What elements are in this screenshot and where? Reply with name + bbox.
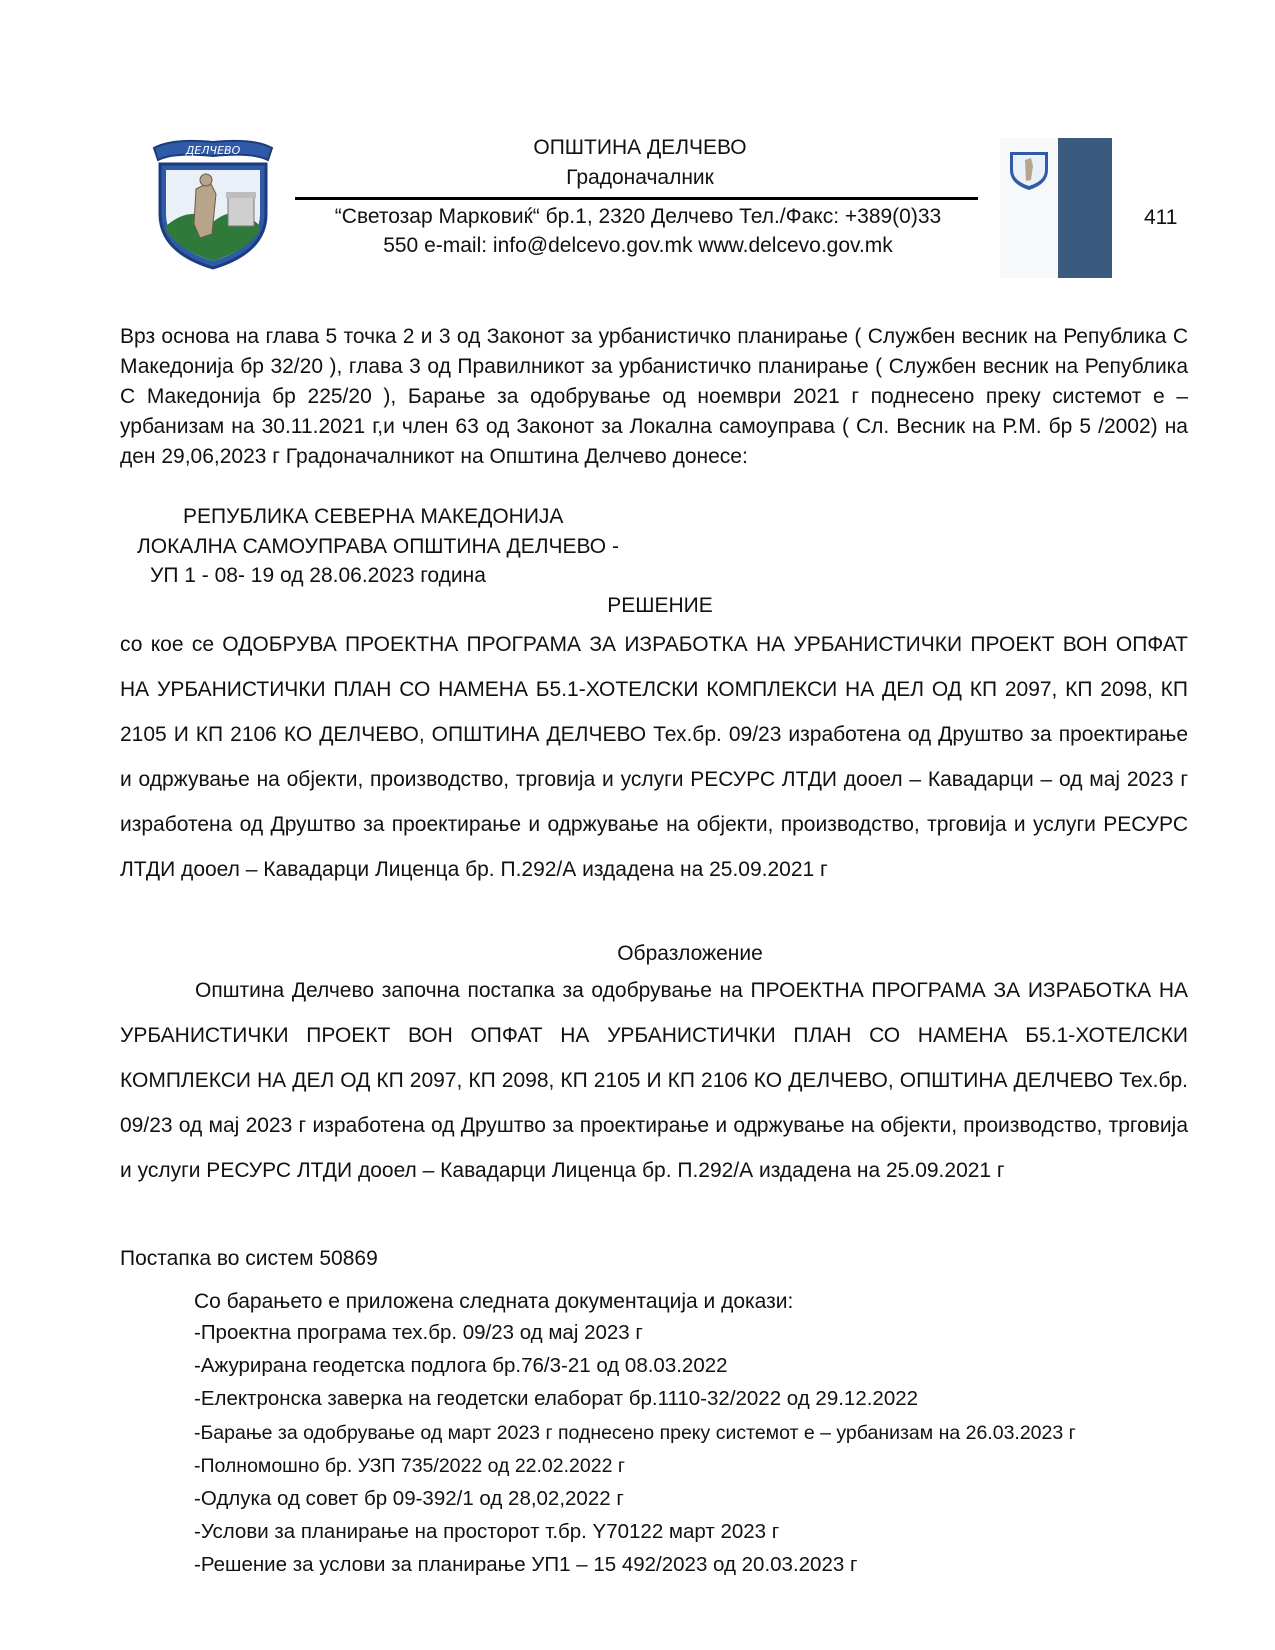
mayor-title: Градоначалник [566, 166, 714, 189]
list-item: -Електронска заверка на геодетски елаборат бр.1110-32/2022 од 29.12.2022 [194, 1387, 919, 1410]
decision-title: РЕШЕНИЕ [607, 594, 713, 617]
issuer-reference: УП 1 - 08- 19 од 28.06.2023 година [150, 564, 486, 587]
list-item: -Полномошно бр. УЗП 735/2022 од 22.02.2022 г [194, 1455, 625, 1477]
list-item: -Услови за планирање на просторот т.бр. Y70122 март 2023 г [194, 1520, 780, 1543]
header-side-logo [1000, 138, 1112, 278]
explanation-text: Општина Делчево започна постапка за одобрување на ПРОЕКТНА ПРОГРАМА ЗА ИЗРАБОТКА НА УРБАНИСТИЧКИ ПРОЕКТ ВОН ОПФАТ НА УРБАНИСТИЧКИ ПЛАН СО НАМЕНА Б5.1-ХОТЕЛСКИ КОМПЛЕКСИ НА ДЕЛ ОД КП 2097, КП 2098, КП 2105 И КП 2106 КО ДЕЛЧЕВО, ОПШТИНА ДЕЛЧЕВО Тех.бр. 09/23 од мај 2023 г изработена од Друштво за проектирање и одржување на објекти, производство, трговија и услуги РЕСУРС ЛТДИ дооел – Кавадарци Лиценца бр. П.292/А издадена на 25.09.2021 г [120, 979, 1188, 1182]
list-item: -Барање за одобрување од март 2023 г поднесено преку системот е – урбанизам на 26.03.2023 г [194, 1422, 1076, 1444]
explanation-title: Образложение [617, 942, 763, 965]
issuer-authority: ЛОКАЛНА САМОУПРАВА ОПШТИНА ДЕЛЧЕВО - [137, 535, 619, 558]
decision-text: со кое се ОДОБРУВА ПРОЕКТНА ПРОГРАМА ЗА ИЗРАБОТКА НА УРБАНИСТИЧКИ ПРОЕКТ ВОН ОПФАТ НА УРБАНИСТИЧКИ ПЛАН СО НАМЕНА Б5.1-ХОТЕЛСКИ КОМПЛЕКСИ НА ДЕЛ ОД КП 2097, КП 2098, КП 2105 И КП 2106 КО ДЕЛЧЕВО, ОПШТИНА ДЕЛЧЕВО Тех.бр. 09/23 изработена од Друштво за проектирање и одржување на објекти, производство, трговија и услуги РЕСУРС ЛТДИ дооел – Кавадарци – од мај 2023 г изработена од Друштво за проектирање и одржување на објекти, производство, трговија и услуги РЕСУРС ЛТДИ дооел – Кавадарци Лиценца бр. П.292/А издадена на 25.09.2021 г [120, 633, 1188, 881]
municipality-coat-of-arms [152, 134, 274, 272]
address-line-1: “Светозар Марковиќ“ бр.1, 2320 Делчево Тел./Факс: +389(0)33 [334, 205, 942, 228]
issuer-country: РЕПУБЛИКА СЕВЕРНА МАКЕДОНИЈА [183, 505, 564, 528]
logo-banner-text: ДЕЛЧЕВО [185, 144, 241, 157]
attached-documents-title: Со барањето е приложена следната документација и докази: [194, 1290, 794, 1313]
page-number: 411 [1144, 206, 1178, 229]
legal-basis-paragraph: Врз основа на глава 5 точка 2 и 3 од Законот за урбанистичко планирање ( Службен весник на Република С Македонија бр 32/20 ), глава 3 од Правилникот за урбанистичко планирање ( Службен весник на Република С Македонија бр 225/20 ), Барање за одобрување од ноември 2021 г поднесено преку системот е – урбанизам на 30.11.2021 г,и член 63 од Законот за Локална самоуправа ( Сл. Весник на Р.М. бр 5 /2002) на ден 29,06,2023 г Градоначалникот на Општина Делчево донесе: [120, 325, 1188, 468]
list-item: -Проектна програма тех.бр. 09/23 од мај 2023 г [194, 1321, 643, 1344]
list-item: -Решение за услови за планирање УП1 – 15 492/2023 од 20.03.2023 г [194, 1553, 858, 1576]
address-line-2: 550 e-mail: info@delcevo.gov.mk www.delcevo.gov.mk [383, 234, 893, 257]
list-item: -Одлука од совет бр 09-392/1 од 28,02,2022 г [194, 1487, 624, 1510]
list-item: -Ажурирана геодетска подлога бр.76/3-21 од 08.03.2022 [194, 1354, 728, 1377]
municipality-name: ОПШТИНА ДЕЛЧЕВО [533, 136, 747, 159]
header-divider [295, 197, 978, 200]
procedure-number: Постапка во систем 50869 [120, 1247, 378, 1270]
